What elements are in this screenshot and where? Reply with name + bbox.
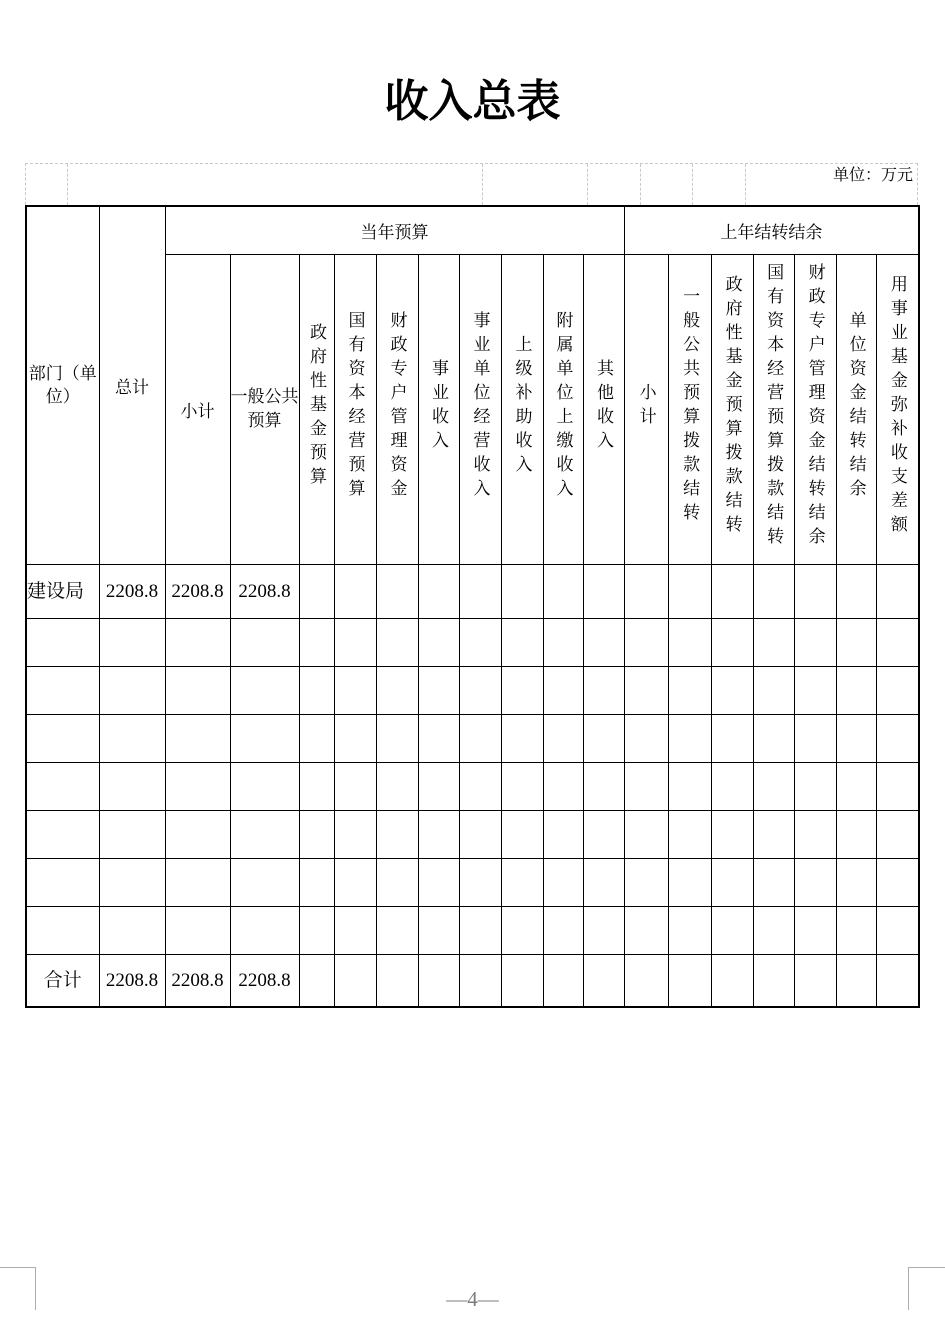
col-header-subtotal-current: 小计 [165, 254, 230, 564]
income-summary-table [25, 205, 920, 1008]
value-cell [459, 762, 501, 810]
value-cell [501, 810, 543, 858]
value-cell [165, 906, 230, 954]
value-cell [836, 618, 876, 666]
value-cell [501, 564, 543, 618]
col-header-institution-business-income: 事业单位经营收入 [459, 254, 501, 564]
value-cell [836, 810, 876, 858]
value-cell [418, 666, 459, 714]
value-cell [668, 810, 711, 858]
value-cell [418, 810, 459, 858]
value-cell [165, 666, 230, 714]
value-cell [711, 564, 753, 618]
col-header-gov-fund-budget: 政府性基金预算 [299, 254, 334, 564]
value-cell [753, 714, 794, 762]
value-cell [418, 906, 459, 954]
value-cell [668, 618, 711, 666]
dept-cell [26, 810, 99, 858]
value-cell [876, 714, 919, 762]
dept-cell: 建设局 [26, 564, 99, 618]
value-cell [794, 666, 836, 714]
value-cell [459, 906, 501, 954]
value-cell [230, 666, 299, 714]
col-header-unit-funds-carryover: 单位资金结转结余 [836, 254, 876, 564]
table-header-group [26, 206, 919, 564]
value-cell [501, 762, 543, 810]
group-header-prior-year-carryover: 上年结转结余 [624, 206, 919, 254]
strip-cell [483, 164, 588, 205]
value-cell: 2208.8 [230, 564, 299, 618]
value-cell [753, 762, 794, 810]
value-cell [459, 714, 501, 762]
col-header-fiscal-account-funds: 财政专户管理资金 [376, 254, 418, 564]
value-cell [624, 666, 668, 714]
table-row [26, 954, 919, 1007]
value-cell [836, 906, 876, 954]
value-cell [165, 810, 230, 858]
value-cell [624, 954, 668, 1007]
value-cell [299, 618, 334, 666]
value-cell [583, 810, 624, 858]
value-cell [583, 954, 624, 1007]
value-cell [334, 618, 376, 666]
value-cell [501, 858, 543, 906]
value-cell [794, 810, 836, 858]
value-cell [376, 564, 418, 618]
value-cell [876, 810, 919, 858]
value-cell [583, 618, 624, 666]
col-header-gov-fund-carryover: 政府性基金预算拨款结转 [711, 254, 753, 564]
value-cell [99, 666, 165, 714]
value-cell [99, 762, 165, 810]
col-header-general-public-carryover: 一般公共预算拨款结转 [668, 254, 711, 564]
value-cell [711, 762, 753, 810]
value-cell [711, 858, 753, 906]
col-header-superior-subsidy-income: 上级补助收入 [501, 254, 543, 564]
value-cell [459, 810, 501, 858]
value-cell [583, 666, 624, 714]
value-cell [583, 714, 624, 762]
value-cell [543, 906, 583, 954]
value-cell [624, 714, 668, 762]
value-cell [418, 954, 459, 1007]
value-cell [299, 564, 334, 618]
value-cell [583, 858, 624, 906]
value-cell [418, 564, 459, 618]
table-body [26, 564, 919, 1007]
value-cell [668, 564, 711, 618]
value-cell: 2208.8 [99, 564, 165, 618]
value-cell [624, 906, 668, 954]
strip-cell [68, 164, 483, 205]
value-cell [99, 810, 165, 858]
value-cell [753, 906, 794, 954]
dept-cell: 合计 [26, 954, 99, 1007]
value-cell [459, 858, 501, 906]
value-cell [299, 714, 334, 762]
value-cell [334, 810, 376, 858]
value-cell [165, 618, 230, 666]
value-cell [543, 618, 583, 666]
strip-cell [26, 164, 68, 205]
value-cell [230, 810, 299, 858]
value-cell [836, 858, 876, 906]
value-cell [376, 618, 418, 666]
dept-cell [26, 618, 99, 666]
value-cell: 2208.8 [230, 954, 299, 1007]
value-cell [334, 858, 376, 906]
value-cell [876, 762, 919, 810]
value-cell [543, 762, 583, 810]
value-cell [543, 564, 583, 618]
value-cell [836, 564, 876, 618]
value-cell [299, 666, 334, 714]
value-cell [334, 762, 376, 810]
value-cell [165, 714, 230, 762]
value-cell [418, 618, 459, 666]
value-cell [794, 564, 836, 618]
value-cell [299, 810, 334, 858]
col-header-subordinate-remittance-income: 附属单位上缴收入 [543, 254, 583, 564]
value-cell [794, 714, 836, 762]
value-cell [753, 618, 794, 666]
value-cell [876, 666, 919, 714]
col-header-other-income: 其他收入 [583, 254, 624, 564]
col-header-grand-total: 总计 [99, 206, 165, 564]
value-cell [299, 954, 334, 1007]
value-cell [753, 564, 794, 618]
value-cell: 2208.8 [99, 954, 165, 1007]
value-cell [876, 906, 919, 954]
value-cell [624, 762, 668, 810]
value-cell [583, 906, 624, 954]
table-row-empty [26, 810, 919, 858]
value-cell [794, 906, 836, 954]
table-row-empty [26, 762, 919, 810]
value-cell [334, 666, 376, 714]
value-cell [711, 954, 753, 1007]
header-row-groups [26, 206, 919, 254]
value-cell [794, 954, 836, 1007]
value-cell [376, 954, 418, 1007]
value-cell [459, 666, 501, 714]
value-cell: 2208.8 [165, 564, 230, 618]
value-cell [836, 954, 876, 1007]
value-cell [711, 810, 753, 858]
page-title: 收入总表 [384, 77, 561, 126]
value-cell [376, 666, 418, 714]
value-cell [543, 858, 583, 906]
value-cell [501, 906, 543, 954]
value-cell [543, 714, 583, 762]
value-cell [99, 618, 165, 666]
unit-note: 单位：万元 [832, 167, 913, 184]
group-header-current-year-budget: 当年预算 [165, 206, 624, 254]
value-cell [99, 858, 165, 906]
value-cell [543, 666, 583, 714]
dept-cell [26, 714, 99, 762]
value-cell [794, 858, 836, 906]
value-cell [543, 954, 583, 1007]
value-cell [459, 954, 501, 1007]
value-cell [99, 906, 165, 954]
value-cell [230, 858, 299, 906]
text-boundary-mark [0, 1267, 36, 1268]
col-header-department: 部门（单位） [26, 206, 99, 564]
table-row [26, 564, 919, 618]
dept-cell [26, 858, 99, 906]
value-cell [459, 618, 501, 666]
dept-cell [26, 762, 99, 810]
value-cell [668, 906, 711, 954]
value-cell [753, 810, 794, 858]
value-cell [711, 618, 753, 666]
value-cell [876, 954, 919, 1007]
strip-cell [641, 164, 693, 205]
value-cell [668, 762, 711, 810]
value-cell: 2208.8 [165, 954, 230, 1007]
value-cell [711, 714, 753, 762]
col-header-general-public-budget: 一般公共预算 [230, 254, 299, 564]
value-cell [230, 714, 299, 762]
value-cell [501, 618, 543, 666]
value-cell [794, 762, 836, 810]
page-number: —4— [446, 1287, 499, 1311]
strip-cell [693, 164, 746, 205]
table-row-empty [26, 618, 919, 666]
value-cell [876, 564, 919, 618]
table-row-empty [26, 906, 919, 954]
pre-table-strip [25, 163, 918, 205]
value-cell [376, 762, 418, 810]
table-row-empty [26, 714, 919, 762]
table-row-empty [26, 666, 919, 714]
value-cell [459, 564, 501, 618]
value-cell [334, 564, 376, 618]
text-boundary-mark [908, 1267, 945, 1268]
value-cell [836, 666, 876, 714]
value-cell [668, 666, 711, 714]
value-cell [583, 564, 624, 618]
col-header-state-capital-carryover: 国有资本经营预算拨款结转 [753, 254, 794, 564]
value-cell [501, 666, 543, 714]
value-cell [753, 954, 794, 1007]
value-cell [334, 954, 376, 1007]
value-cell [836, 714, 876, 762]
value-cell [299, 858, 334, 906]
value-cell [299, 762, 334, 810]
col-header-fiscal-account-carryover: 财政专户管理资金结转结余 [794, 254, 836, 564]
value-cell [230, 906, 299, 954]
value-cell [753, 666, 794, 714]
value-cell [624, 858, 668, 906]
dept-cell [26, 666, 99, 714]
value-cell [334, 906, 376, 954]
value-cell [230, 618, 299, 666]
col-header-state-capital-budget: 国有资本经营预算 [334, 254, 376, 564]
value-cell [624, 564, 668, 618]
value-cell [876, 858, 919, 906]
value-cell [876, 618, 919, 666]
col-header-institution-fund-deficit-cover: 用事业基金弥补收支差额 [876, 254, 919, 564]
col-header-operating-income: 事业收入 [418, 254, 459, 564]
value-cell [165, 762, 230, 810]
strip-cell [588, 164, 641, 205]
value-cell [583, 762, 624, 810]
value-cell [418, 762, 459, 810]
value-cell [165, 858, 230, 906]
value-cell [376, 858, 418, 906]
value-cell [501, 954, 543, 1007]
value-cell [836, 762, 876, 810]
value-cell [418, 714, 459, 762]
col-header-subtotal-carryover: 小计 [624, 254, 668, 564]
value-cell [501, 714, 543, 762]
value-cell [376, 714, 418, 762]
value-cell [299, 906, 334, 954]
value-cell [418, 858, 459, 906]
value-cell [711, 906, 753, 954]
value-cell [668, 714, 711, 762]
value-cell [668, 858, 711, 906]
value-cell [753, 858, 794, 906]
value-cell [99, 714, 165, 762]
value-cell [230, 762, 299, 810]
dept-cell [26, 906, 99, 954]
value-cell [668, 954, 711, 1007]
value-cell [624, 810, 668, 858]
value-cell [376, 810, 418, 858]
value-cell [624, 618, 668, 666]
value-cell [711, 666, 753, 714]
value-cell [334, 714, 376, 762]
value-cell [376, 906, 418, 954]
table-row-empty [26, 858, 919, 906]
value-cell [794, 618, 836, 666]
value-cell [543, 810, 583, 858]
